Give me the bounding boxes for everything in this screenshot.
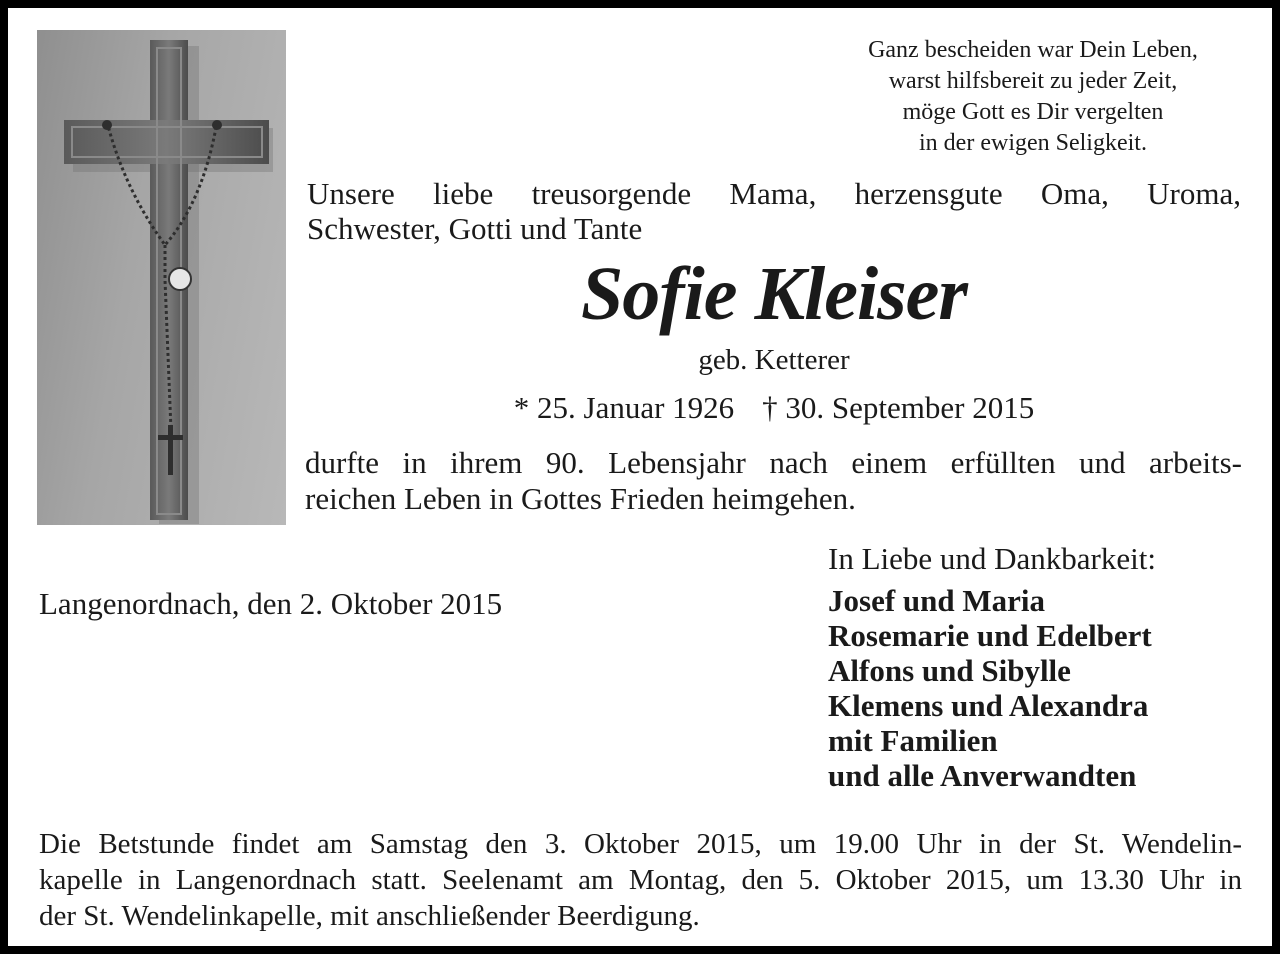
place-and-date: Langenordnach, den 2. Oktober 2015	[39, 586, 503, 621]
intro-line: Unsere liebe treusorgende Mama, herzensgute Oma, Uroma,	[307, 176, 1241, 211]
intro-line: Schwester, Gotti und Tante	[307, 211, 643, 246]
mourner-name: und alle Anverwandten	[828, 758, 1137, 793]
rosary-crucifix	[168, 425, 173, 475]
mourners-list	[828, 583, 1258, 793]
mourner-name: Klemens und Alexandra	[828, 688, 1149, 723]
cross-with-rosary-image	[37, 30, 286, 525]
mourners-block	[828, 541, 1258, 793]
mourner-name: mit Familien	[828, 723, 998, 758]
passage-line: reichen Leben in Gottes Frieden heimgehen.	[305, 481, 856, 516]
service-line: kapelle in Langenordnach statt. Seelenamt am Montag, den 5. Oktober 2015, um 13.30 Uhr in	[39, 864, 1242, 896]
service-info	[39, 826, 1242, 934]
service-line: der St. Wendelinkapelle, mit anschließender Beerdigung.	[39, 900, 700, 932]
life-dates	[307, 390, 1241, 426]
birth-date: * 25. Januar 1926	[513, 390, 735, 425]
intro-text	[307, 176, 1241, 246]
cross-photo	[37, 30, 286, 525]
poem-line: in der ewigen Seligkeit.	[919, 130, 1147, 156]
mourner-name: Josef und Maria	[828, 583, 1045, 618]
service-line: Die Betstunde findet am Samstag den 3. Oktober 2015, um 19.00 Uhr in der St. Wendelin-	[39, 828, 1242, 860]
deceased-name: Sofie Kleiser	[581, 252, 967, 336]
mourner-name: Alfons und Sibylle	[828, 653, 1071, 688]
poem-line: warst hilfsbereit zu jeder Zeit,	[888, 68, 1178, 94]
mourners-lead: In Liebe und Dankbarkeit:	[828, 541, 1156, 576]
mourner-name: Rosemarie und Edelbert	[828, 618, 1152, 653]
passage-line: durfte in ihrem 90. Lebensjahr nach einem erfüllten und arbeits-	[305, 445, 1242, 480]
rosary-medal	[169, 268, 191, 290]
maiden-name: geb. Ketterer	[698, 344, 850, 376]
death-date: † 30. September 2015	[762, 390, 1035, 425]
memorial-poem	[798, 35, 1268, 159]
passing-text	[305, 445, 1242, 517]
poem-line: Ganz bescheiden war Dein Leben,	[868, 37, 1198, 63]
poem-line: möge Gott es Dir vergelten	[902, 99, 1164, 125]
